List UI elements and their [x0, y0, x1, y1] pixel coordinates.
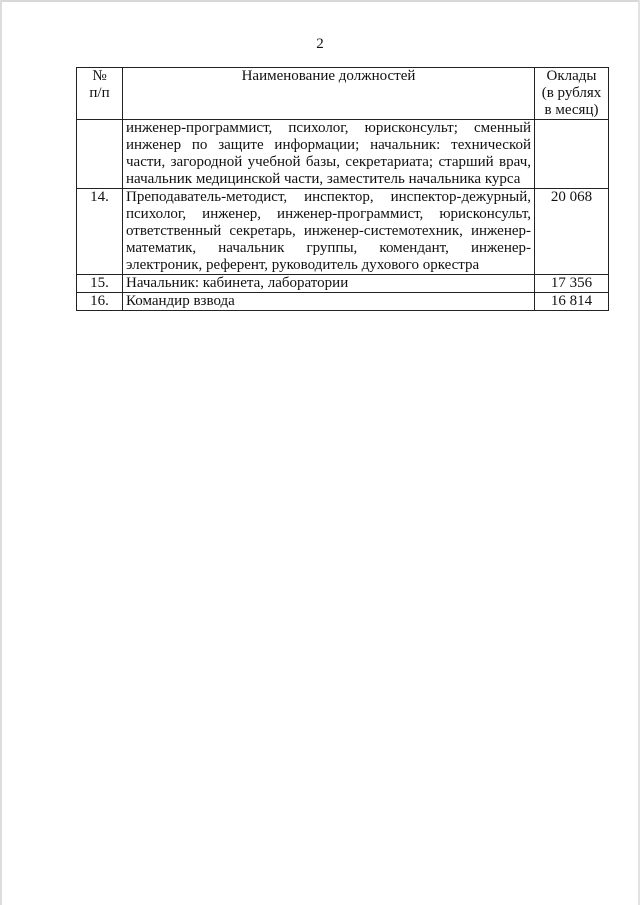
salary-table	[76, 67, 609, 311]
row-salary: 17 356	[535, 275, 609, 293]
row-number: 15.	[77, 275, 123, 293]
position-line: инженер по защите информации; начальник: технической	[126, 137, 531, 153]
position-line: ответственный секретарь, инженер-системотехник, инженер-	[126, 223, 531, 239]
row-number	[77, 120, 123, 189]
row-number: 14.	[77, 189, 123, 275]
header-salary-line: в месяц)	[544, 102, 599, 118]
table-row	[77, 120, 609, 189]
row-salary: 20 068	[535, 189, 609, 275]
position-line: Преподаватель-методист, инспектор, инспектор-дежурный,	[126, 189, 531, 205]
position-line: инженер-программист, психолог, юрисконсульт; сменный	[126, 120, 531, 136]
row-number: 16.	[77, 293, 123, 311]
scan-edge-left	[0, 0, 2, 905]
row-positions	[123, 275, 535, 293]
table-header-row	[77, 68, 609, 120]
position-line: Командир взвода	[126, 293, 235, 309]
header-position-name: Наименование должностей	[123, 68, 535, 120]
row-salary: 16 814	[535, 293, 609, 311]
table-row	[77, 189, 609, 275]
header-number	[77, 68, 123, 120]
header-salary	[535, 68, 609, 120]
header-salary-line: Оклады	[546, 68, 597, 84]
position-line: Начальник: кабинета, лаборатории	[126, 275, 349, 291]
header-number-line: п/п	[89, 85, 110, 101]
scan-edge-top	[0, 0, 640, 2]
page-number: 2	[316, 36, 324, 52]
row-positions	[123, 189, 535, 275]
position-line: начальник медицинской части, заместитель начальника курса	[126, 171, 521, 187]
table-row	[77, 293, 609, 311]
header-salary-line: (в рублях	[541, 85, 602, 101]
header-number-line: №	[92, 68, 107, 84]
row-positions	[123, 120, 535, 189]
position-line: части, загородной учебной базы, секретариата; старший врач,	[126, 154, 531, 170]
position-line: математик, начальник группы, комендант, инженер-	[126, 240, 531, 256]
row-salary	[535, 120, 609, 189]
position-line: электроник, референт, руководитель духового оркестра	[126, 257, 480, 273]
table-row	[77, 275, 609, 293]
row-positions	[123, 293, 535, 311]
position-line: психолог, инженер, инженер-программист, юрисконсульт,	[126, 206, 531, 222]
